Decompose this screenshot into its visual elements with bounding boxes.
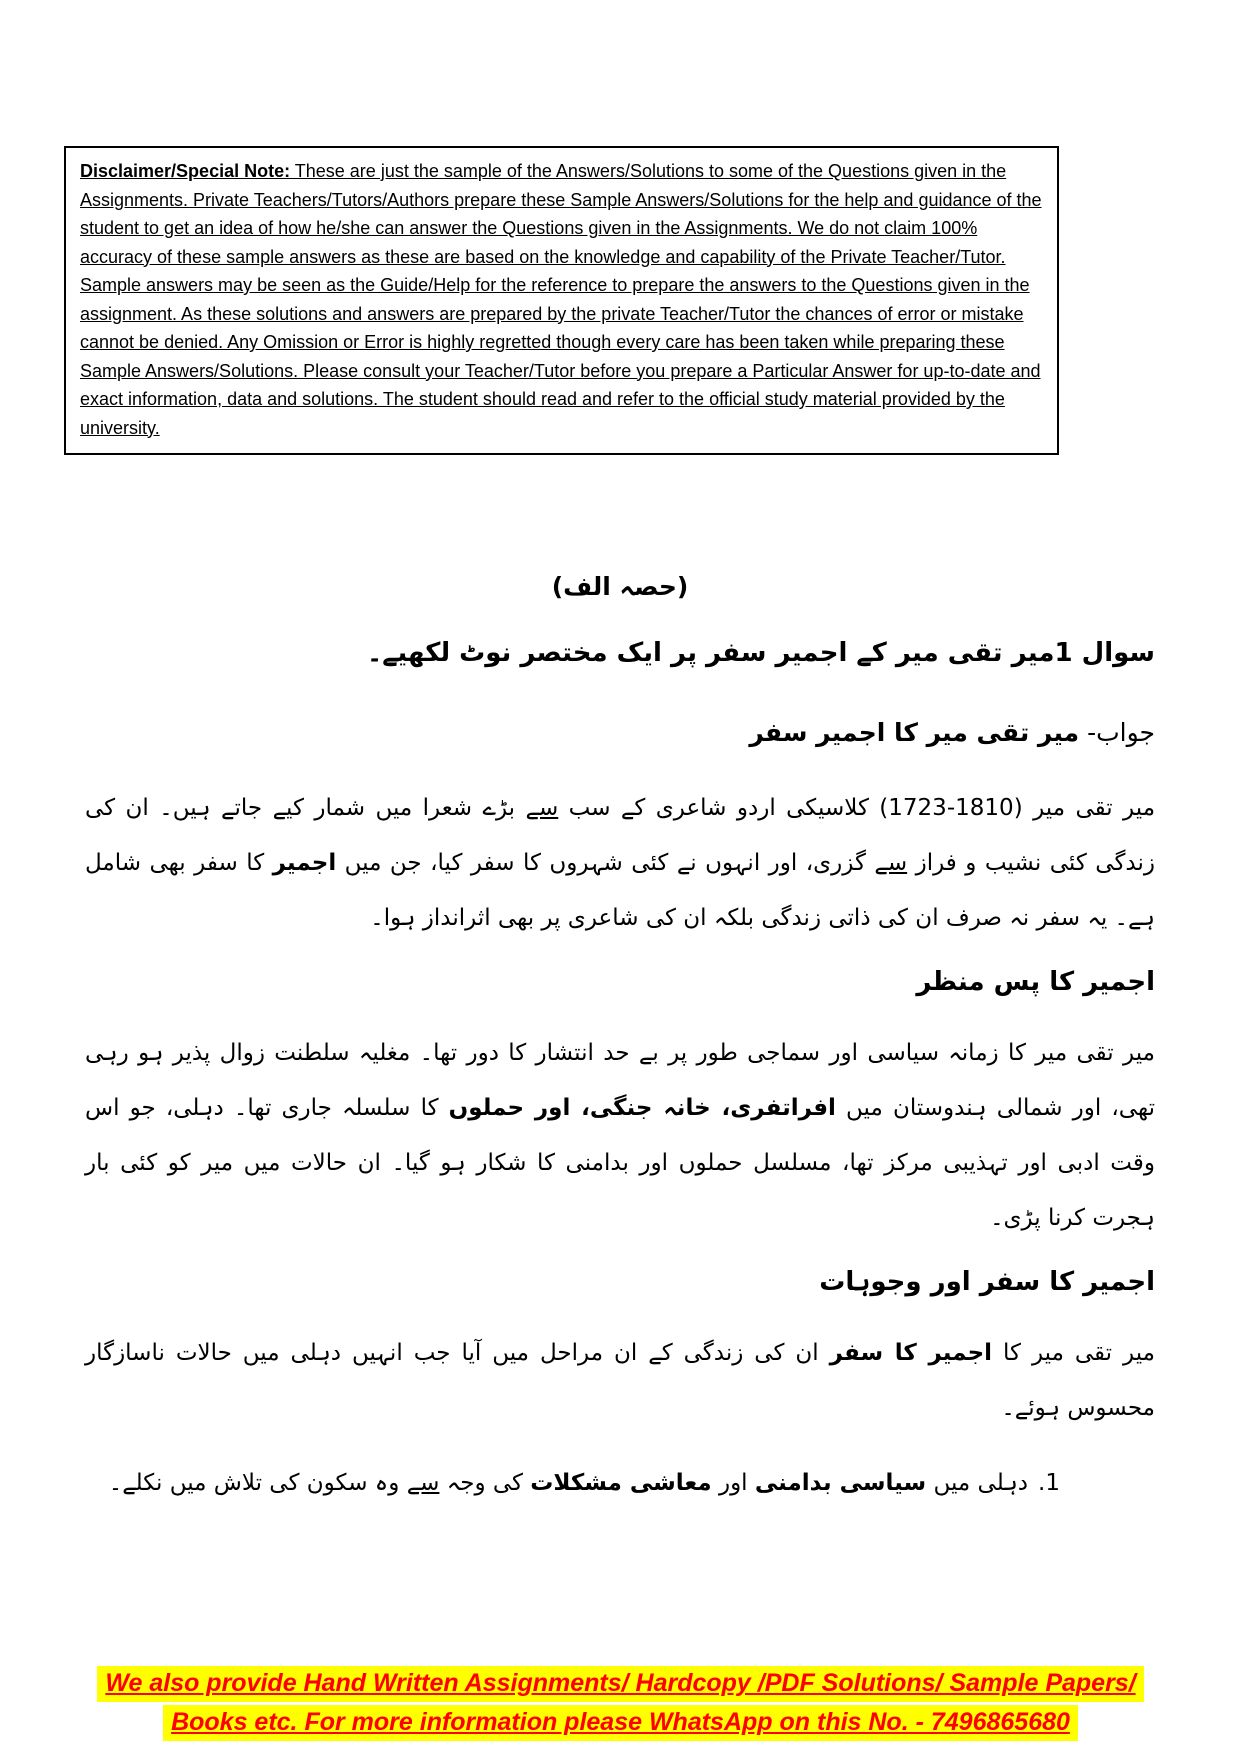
paragraph-journey: میر تقی میر کا اجمیر کا سفر ان کی زندگی کے ان مراحل میں آیا جب انہیں دہلی میں حالات ناسازگار محسوس ہوئے۔ xyxy=(85,1340,1155,1421)
disclaimer-label: Disclaimer/Special Note: xyxy=(80,161,291,181)
answer-heading: جواب- میر تقی میر کا اجمیر سفر xyxy=(749,718,1155,747)
heading-background: اجمیر کا پس منظر xyxy=(916,967,1155,997)
promo-line-1-text: We also provide Hand Written Assignments/ Hardcopy /PDF Solutions/ Sample Papers/ xyxy=(97,1666,1143,1702)
disclaimer-paragraph xyxy=(80,157,1043,442)
list-item-1 xyxy=(85,1462,1060,1504)
answer-content xyxy=(85,572,1155,1504)
paragraph-background: میر تقی میر کا زمانہ سیاسی اور سماجی طور پر بے حد انتشار کا دور تھا۔ مغلیہ سلطنت زوال پذیر ہو رہی تھی، اور شمالی ہندوستان میں افراتفری، خانہ جنگی، اور حملوں کا سلسلہ جاری تھا۔ دہلی، جو اس وقت ادبی اور تہذیبی مرکز تھا، مسلسل حملوں اور بدامنی کا شکار ہو گیا۔ ان حالات میں میر کو کئی بار ہجرت کرنا پڑی۔ xyxy=(85,1040,1155,1231)
promo-line-2-text: Books etc. For more information please WhatsApp on this No. - 7496865680 xyxy=(163,1705,1078,1741)
disclaimer-box xyxy=(64,146,1059,455)
list-item-1-number: 1. xyxy=(1038,1470,1060,1496)
question-heading: سوال 1میر تقی میر کے اجمیر سفر پر ایک مختصر نوٹ لکھیے۔ xyxy=(366,638,1155,668)
heading-journey-reasons: اجمیر کا سفر اور وجوہات xyxy=(819,1267,1155,1297)
part-heading: (حصہ الف) xyxy=(551,572,689,601)
disclaimer-text: These are just the sample of the Answers/Solutions to some of the Questions given in the Assignments. Private Teachers/Tutors/Authors prepare these Sample Answers/Solutions for the help and guidance of the student to get an idea of how he/she can answer the Questions given in the Assignments. We do not claim 100% accuracy of these sample answers as these are based on the knowledge and capability of the Private Teacher/Tutor. Sample answers may be seen as the Guide/Help for the reference to prepare the answers to the Questions given in the assignment. As these solutions and answers are prepared by the private Teacher/Tutor the chances of error or mistake cannot be denied. Any Omission or Error is highly regretted though every care has been taken while preparing these Sample Answers/Solutions. Please consult your Teacher/Tutor before you prepare a Particular Answer for up-to-date and exact information, data and solutions. The student should read and refer to the official study material provided by the university. xyxy=(80,161,1042,438)
promo-line-1 xyxy=(0,1666,1241,1702)
promo-line-2 xyxy=(0,1705,1241,1741)
promo-footer xyxy=(0,1666,1241,1744)
paragraph-intro: میر تقی میر (1810-1723) کلاسیکی اردو شاعری کے سب سے بڑے شعرا میں شمار کیے جاتے ہیں۔ ان کی زندگی کئی نشیب و فراز سے گزری، اور انہوں نے کئی شہروں کا سفر کیا، جن میں اجمیر کا سفر بھی شامل ہے۔ یہ سفر نہ صرف ان کی ذاتی زندگی بلکہ ان کی شاعری پر بھی اثرانداز ہوا۔ xyxy=(85,795,1156,931)
list-item-1-text: دہلی میں سیاسی بدامنی اور معاشی مشکلات کی وجہ سے وہ سکون کی تلاش میں نکلے۔ xyxy=(108,1470,1029,1496)
